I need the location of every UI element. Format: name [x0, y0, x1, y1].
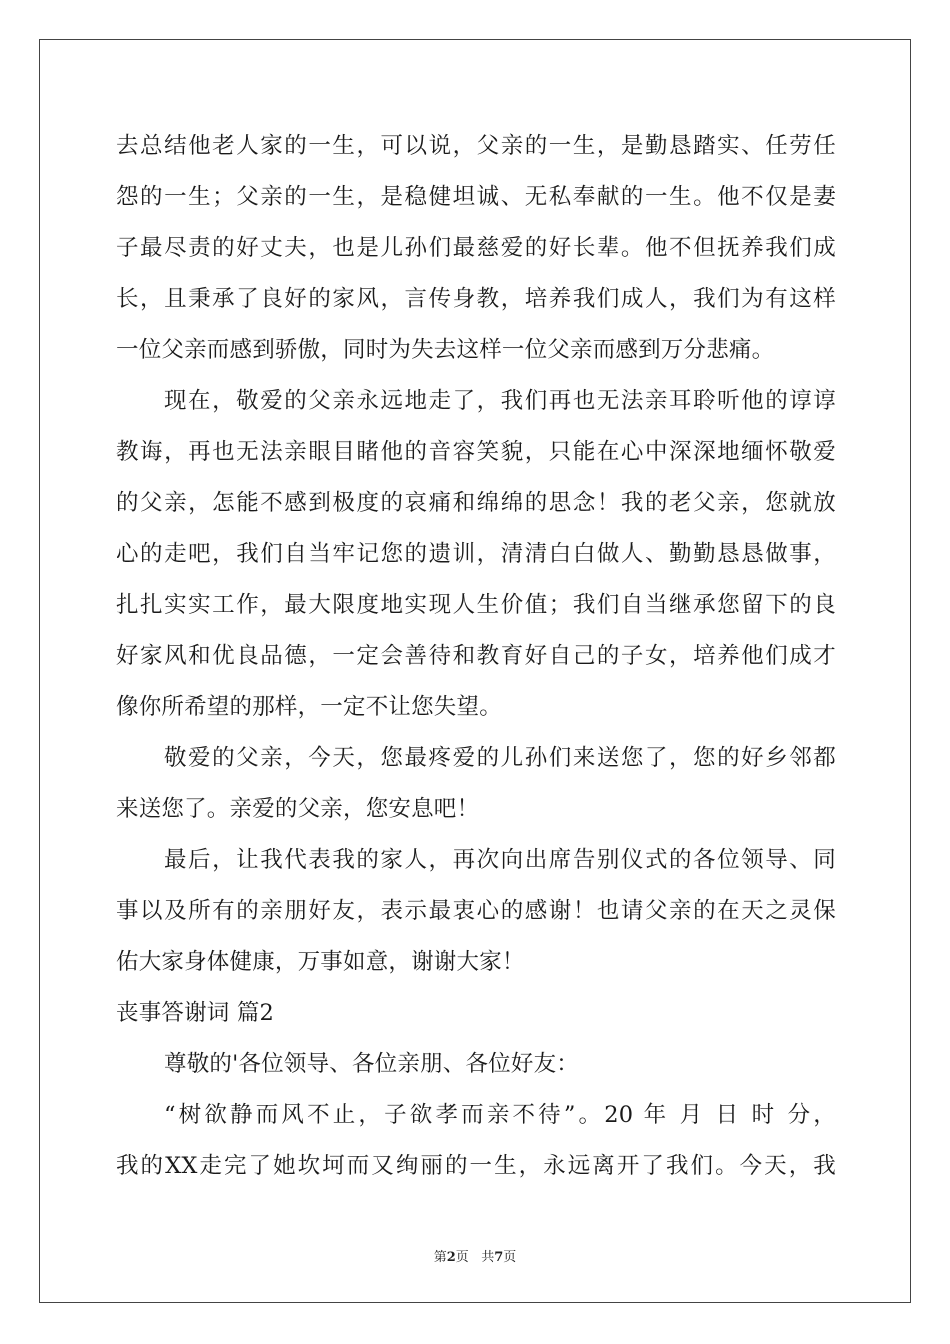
text-line: 长，且秉承了良好的家风，言传身教，培养我们成人，我们为有这样: [116, 286, 836, 312]
text-line: 尊敬的'各位领导、各位亲朋、各位好友：: [164, 1051, 579, 1077]
text-line: 一位父亲而感到骄傲，同时为失去这样一位父亲而感到万分悲痛。: [116, 337, 775, 363]
total-prefix: 共: [481, 1250, 495, 1265]
text-line: 去总结他老人家的一生，可以说，父亲的一生，是勤恳踏实、任劳任: [116, 133, 836, 159]
document-body: [116, 121, 836, 1192]
text-line: 扎扎实实工作，最大限度地实现人生价值；我们自当继承您留下的良: [116, 592, 836, 618]
page-suffix: 页: [455, 1250, 469, 1265]
text-line: 现在，敬爱的父亲永远地走了，我们再也无法亲耳聆听他的谆谆: [164, 388, 836, 414]
text-line: 丧事答谢词 篇2: [116, 1000, 275, 1026]
text-line: 敬爱的父亲，今天，您最疼爱的儿孙们来送您了，您的好乡邻都: [164, 745, 836, 771]
page-prefix: 第: [433, 1250, 447, 1265]
text-line: 来送您了。亲爱的父亲，您安息吧！: [116, 796, 480, 822]
text-line: 教诲，再也无法亲眼目睹他的音容笑貌，只能在心中深深地缅怀敬爱: [116, 439, 836, 465]
total-pages: 7: [494, 1250, 504, 1265]
text-line: 最后，让我代表我的家人，再次向出席告别仪式的各位领导、同: [164, 847, 836, 873]
text-line: 子最尽责的好丈夫，也是儿孙们最慈爱的好长辈。他不但抚养我们成: [116, 235, 836, 261]
text-line: 事以及所有的亲朋好友，表示最衷心的感谢！也请父亲的在天之灵保: [116, 898, 836, 924]
text-line: 佑大家身体健康，万事如意，谢谢大家！: [116, 949, 525, 975]
total-suffix: 页: [503, 1250, 517, 1265]
text-line: 心的走吧，我们自当牢记您的遗训，清清白白做人、勤勤恳恳做事，: [116, 541, 836, 567]
text-line: 我的XX走完了她坎坷而又绚丽的一生，永远离开了我们。今天，我: [116, 1153, 836, 1179]
text-line: 好家风和优良品德，一定会善待和教育好自己的子女，培养他们成才: [116, 643, 836, 669]
page-footer: [0, 1246, 950, 1265]
text-line: 像你所希望的那样，一定不让您失望。: [116, 694, 502, 720]
text-line: “树欲静而风不止，子欲孝而亲不待”。20 年 月 日 时 分，: [164, 1102, 836, 1128]
text-line: 怨的一生；父亲的一生，是稳健坦诚、无私奉献的一生。他不仅是妻: [116, 184, 836, 210]
page-number: 2: [446, 1250, 456, 1265]
text-line: 的父亲，怎能不感到极度的哀痛和绵绵的思念！我的老父亲，您就放: [116, 490, 836, 516]
